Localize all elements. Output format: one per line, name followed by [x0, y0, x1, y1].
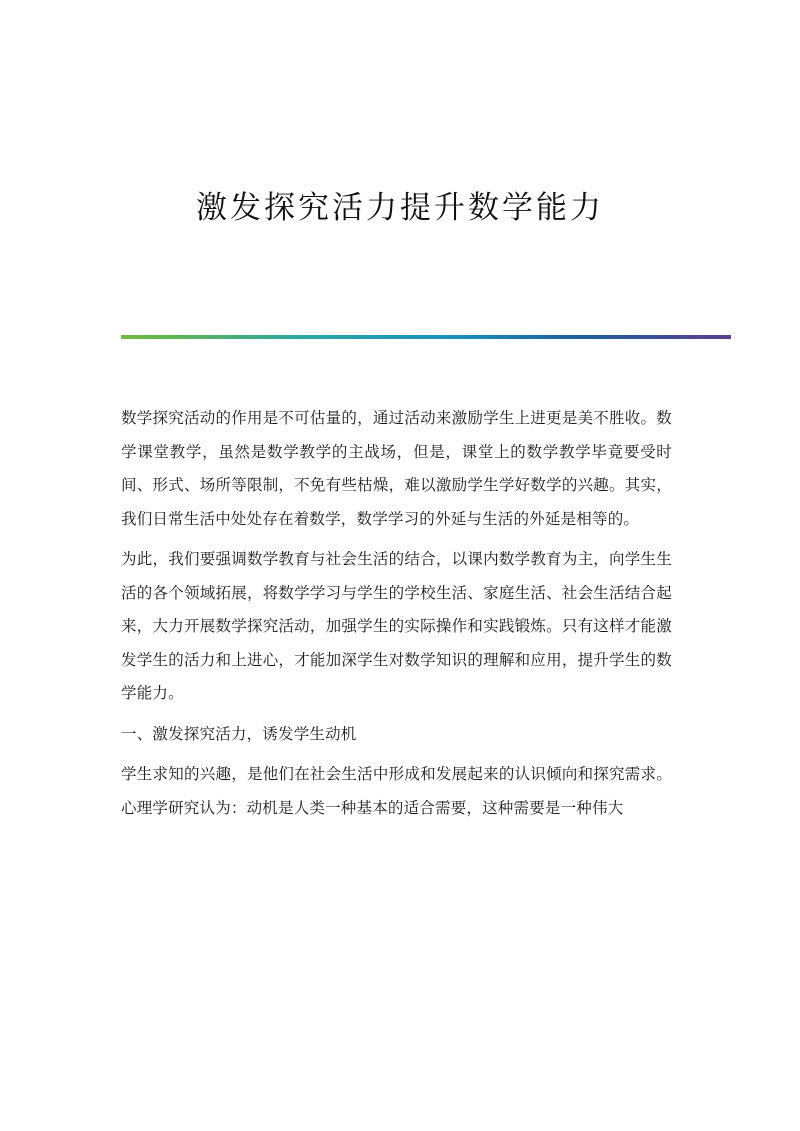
paragraph-integration: 为此，我们要强调数学教育与社会生活的结合，以课内数学教育为主，向学生生活的各个领域拓展，将数学学习与学生的学校生活、家庭生活、社会生活结合起来，大力开展数学探究活动，加强学生的实际操作和实践锻炼。只有这样才能激发学生的活力和上进心，才能加深学生对数学知识的理解和应用，提升学生的数学能力。 [121, 550, 672, 702]
paragraph-motivation: 学生求知的兴趣，是他们在社会生活中形成和发展起来的认识倾向和探究需求。心理学研究认为：动机是人类一种基本的适合需要，这种需要是一种伟大 [121, 765, 672, 817]
section-heading: 一、激发探究活力，诱发学生动机 [121, 724, 357, 743]
paragraph-intro: 数学探究活动的作用是不可估量的，通过活动来激励学生上进更是美不胜收。数学课堂教学，虽然是数学教学的主战场，但是，课堂上的数学教学毕竟要受时间、形式、场所等限制，不免有些枯燥，难以激励学生学好数学的兴趣。其实，我们日常生活中处处存在着数学，数学学习的外延与生活的外延是相等的。 [121, 409, 672, 528]
document-title: 激发探究活力提升数学能力 [196, 190, 604, 226]
document-body [121, 402, 672, 832]
title-divider [121, 335, 731, 339]
